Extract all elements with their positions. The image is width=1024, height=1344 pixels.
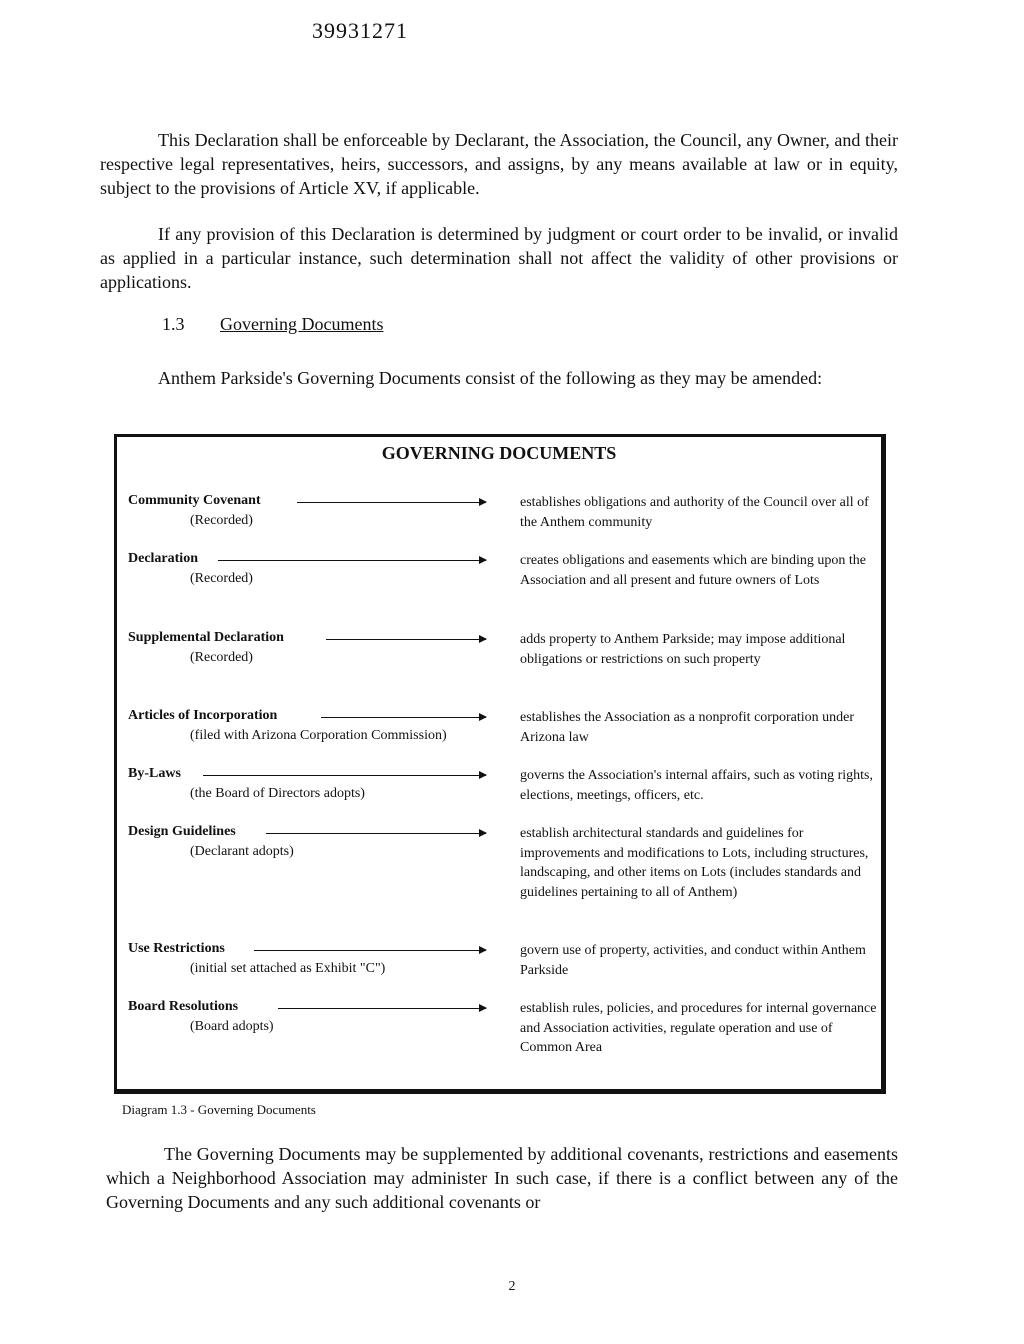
entry-name: Board Resolutions [128, 999, 239, 1014]
entry-description: establishes the Association as a nonprofit corporation under Arizona law [520, 710, 854, 745]
entry-subtitle: (Recorded) [190, 571, 253, 586]
entry-description: adds property to Anthem Parkside; may impose additional obligations or restrictions on such property [520, 632, 846, 667]
entry-name: Use Restrictions [128, 941, 225, 956]
paragraph-governing-intro [100, 366, 898, 390]
entry-subtitle: (initial set attached as Exhibit "C") [190, 961, 386, 976]
entry-name: By-Laws [128, 766, 181, 781]
entry-subtitle: (Board adopts) [190, 1019, 274, 1034]
entry-subtitle: (the Board of Directors adopts) [190, 786, 365, 801]
section-heading [162, 314, 383, 335]
paragraph-governing-intro-text: Anthem Parkside's Governing Documents consist of the following as they may be amended: [158, 368, 823, 388]
entry-description: governs the Association's internal affairs, such as voting rights, elections, meetings, officers, etc. [520, 768, 873, 803]
document-number: 39931271 [312, 18, 408, 43]
arrow-icon [326, 639, 486, 640]
entry-name: Community Covenant [128, 493, 261, 508]
entry-subtitle: (Recorded) [190, 650, 253, 665]
arrow-icon [266, 833, 486, 834]
entry-name: Articles of Incorporation [128, 708, 278, 723]
entry-subtitle: (Declarant adopts) [190, 844, 294, 859]
entry-name: Design Guidelines [128, 824, 236, 839]
arrow-icon [321, 717, 486, 718]
entry-description: establishes obligations and authority of the Council over all of the Anthem community [520, 495, 869, 530]
arrow-icon [278, 1008, 486, 1009]
arrow-icon [203, 775, 486, 776]
entry-description: govern use of property, activities, and conduct within Anthem Parkside [520, 943, 866, 978]
entry-subtitle: (filed with Arizona Corporation Commission) [190, 728, 447, 743]
paragraph-supplemented [106, 1142, 898, 1214]
entry-description: creates obligations and easements which are binding upon the Association and all present and future owners of Lots [520, 553, 867, 588]
section-title: Governing Documents [220, 314, 384, 334]
governing-documents-diagram [114, 434, 886, 1094]
arrow-icon [254, 950, 486, 951]
entry-name: Supplemental Declaration [128, 630, 284, 645]
diagram-caption: Diagram 1.3 - Governing Documents [122, 1102, 316, 1117]
page-number: 2 [508, 1279, 516, 1294]
paragraph-supplemented-text: The Governing Documents may be supplemented by additional covenants, restrictions and easements which a Neighborhood Association may administer In such case, if there is a conflict between any of the Governing Documents and any such additional covenants or [106, 1144, 898, 1212]
entry-name: Declaration [128, 551, 198, 566]
entry-subtitle: (Recorded) [190, 513, 253, 528]
diagram-title: GOVERNING DOCUMENTS [381, 443, 617, 463]
section-number: 1.3 [162, 314, 185, 334]
entry-description: establish rules, policies, and procedures for internal governance and Association activities, regulate operation and use of Common Area [520, 1001, 877, 1055]
entry-description: establish architectural standards and guidelines for improvements and modifications to Lots, including structures, landscaping, and other items on Lots (includes standards and guidelines pertaining to all of Anthem) [520, 826, 869, 900]
paragraph-enforcement [100, 128, 898, 200]
paragraph-severability [100, 222, 898, 294]
paragraph-severability-text: If any provision of this Declaration is determined by judgment or court order to be invalid, or invalid as applied in a particular instance, such determination shall not affect the validity of other provisions or applications. [100, 224, 898, 292]
arrow-icon [218, 560, 486, 561]
arrow-icon [297, 502, 486, 503]
paragraph-enforcement-text: This Declaration shall be enforceable by Declarant, the Association, the Council, any Owner, and their respective legal representatives, heirs, successors, and assigns, by any means available at law or in equity, subject to the provisions of Article XV, if applicable. [100, 130, 898, 198]
